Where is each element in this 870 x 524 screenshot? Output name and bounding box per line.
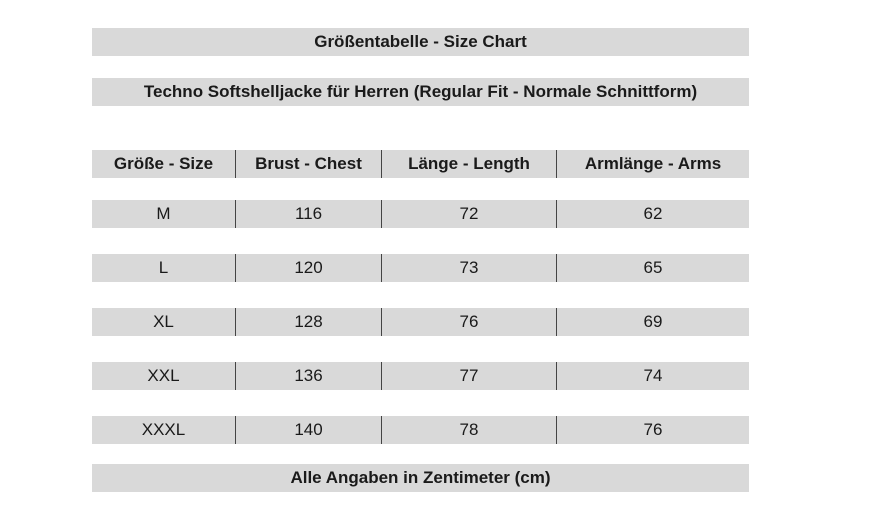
cell-chest: 116: [235, 200, 381, 228]
table-row: [92, 416, 749, 444]
table-row: [92, 254, 749, 282]
product-subtitle: [92, 78, 749, 106]
cell-length: 72: [381, 200, 556, 228]
header-size: Größe - Size: [113, 154, 214, 173]
chart-title: [92, 28, 749, 56]
table-row: [92, 200, 749, 228]
units-footer: [92, 464, 749, 492]
cell-size: XXL: [147, 366, 180, 385]
table-row: [92, 362, 749, 390]
product-subtitle-text: Techno Softshelljacke für Herren (Regular Fit - Normale Schnittform): [143, 82, 698, 101]
cell-size: L: [158, 258, 169, 277]
header-chest: Brust - Chest: [235, 150, 381, 178]
cell-chest: 136: [235, 362, 381, 390]
table-row: [92, 308, 749, 336]
cell-arms: 76: [556, 416, 749, 444]
cell-size: XL: [153, 312, 174, 331]
cell-length: 78: [381, 416, 556, 444]
units-footer-text: Alle Angaben in Zentimeter (cm): [290, 468, 551, 487]
cell-chest: 128: [235, 308, 381, 336]
cell-arms: 62: [556, 200, 749, 228]
header-arms: Armlänge - Arms: [556, 150, 749, 178]
cell-length: 76: [381, 308, 556, 336]
cell-arms: 74: [556, 362, 749, 390]
cell-size: M: [156, 204, 171, 223]
header-length: Länge - Length: [381, 150, 556, 178]
cell-chest: 140: [235, 416, 381, 444]
cell-arms: 65: [556, 254, 749, 282]
cell-arms: 69: [556, 308, 749, 336]
cell-length: 77: [381, 362, 556, 390]
cell-chest: 120: [235, 254, 381, 282]
cell-size: XXXL: [141, 420, 186, 439]
table-header-row: [92, 150, 749, 178]
chart-title-text: Größentabelle - Size Chart: [314, 32, 527, 51]
cell-length: 73: [381, 254, 556, 282]
